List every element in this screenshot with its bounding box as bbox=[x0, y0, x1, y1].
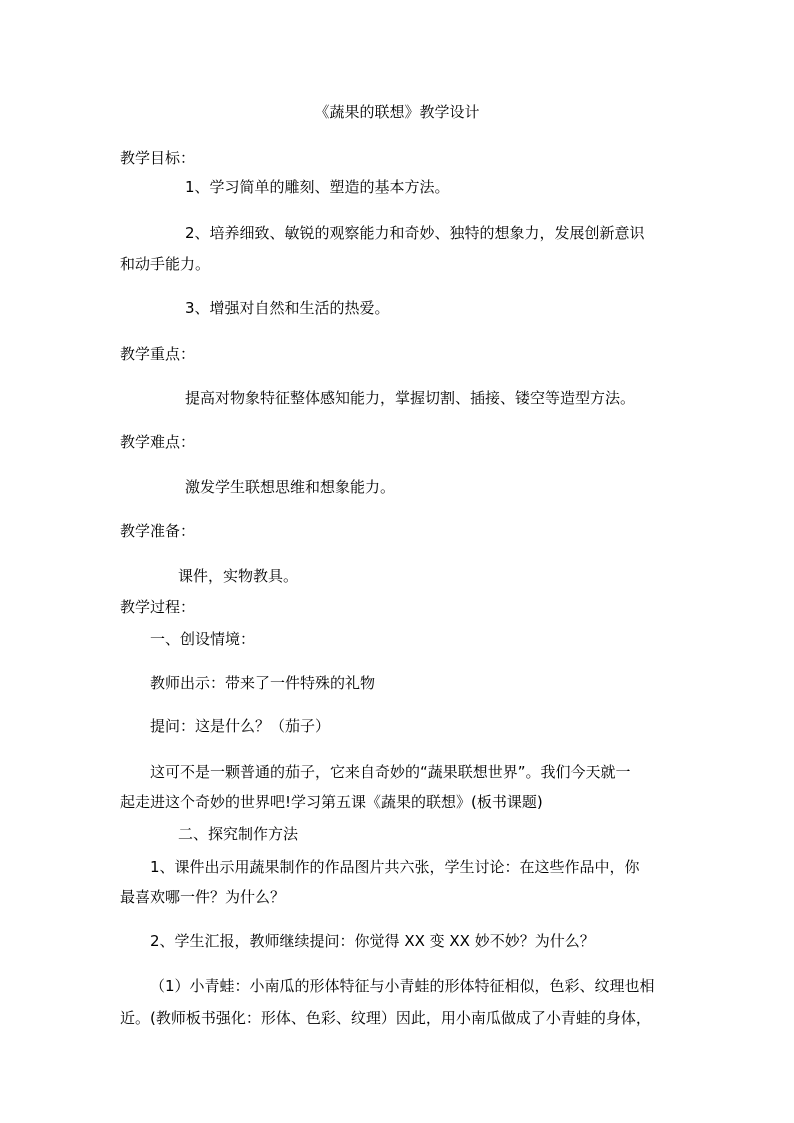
goal-item-2: 2、培养细致、敏锐的观察能力和奇妙、独特的想象力，发展创新意识 bbox=[185, 224, 645, 242]
goal-item-2-cont: 和动手能力。 bbox=[120, 255, 211, 273]
process-part2-line-2: 最喜欢哪一件？为什么？ bbox=[120, 888, 286, 906]
process-part1-line-3: 这可不是一颗普通的茄子，它来自奇妙的“蔬果联想世界”。我们今天就一 bbox=[150, 763, 631, 781]
heading-preparation: 教学准备： bbox=[120, 522, 196, 540]
process-part2-heading: 二、探究制作方法 bbox=[178, 825, 299, 843]
process-part2-line-1: 1、课件出示用蔬果制作的作品图片共六张，学生讨论：在这些作品中，你 bbox=[150, 858, 640, 876]
process-part1-line-4: 起走进这个奇妙的世界吧!学习第五课《蔬果的联想》(板书课题) bbox=[120, 793, 543, 811]
process-part2-line-5: 近。(教师板书强化：形体、色彩、纹理）因此，用小南瓜做成了小青蛙的身体， bbox=[120, 1009, 651, 1027]
heading-goals: 教学目标： bbox=[120, 149, 196, 167]
key-points-text: 提高对物象特征整体感知能力，掌握切割、插接、镂空等造型方法。 bbox=[185, 389, 636, 407]
difficulties-text: 激发学生联想思维和想象能力。 bbox=[185, 478, 396, 496]
heading-process: 教学过程： bbox=[120, 598, 196, 616]
heading-key-points: 教学重点： bbox=[120, 345, 196, 363]
process-part2-line-3: 2、学生汇报，教师继续提问：你觉得 XX 变 XX 妙不妙？为什么？ bbox=[150, 932, 595, 950]
process-part2-line-4: （1）小青蛙：小南瓜的形体特征与小青蛙的形体特征相似，色彩、纹理也相 bbox=[150, 977, 655, 995]
preparation-text: 课件，实物教具。 bbox=[178, 567, 299, 585]
document-title: 《蔬果的联想》教学设计 bbox=[314, 103, 480, 121]
goal-item-1: 1、学习简单的雕刻、塑造的基本方法。 bbox=[185, 178, 450, 196]
process-part1-line-1: 教师出示：带来了一件特殊的礼物 bbox=[150, 674, 376, 692]
goal-item-3: 3、增强对自然和生活的热爱。 bbox=[185, 299, 390, 317]
heading-difficulties: 教学难点： bbox=[120, 433, 196, 451]
process-part1-line-2: 提问：这是什么？（茄子） bbox=[150, 717, 331, 735]
process-part1-heading: 一、创设情境： bbox=[150, 630, 256, 648]
